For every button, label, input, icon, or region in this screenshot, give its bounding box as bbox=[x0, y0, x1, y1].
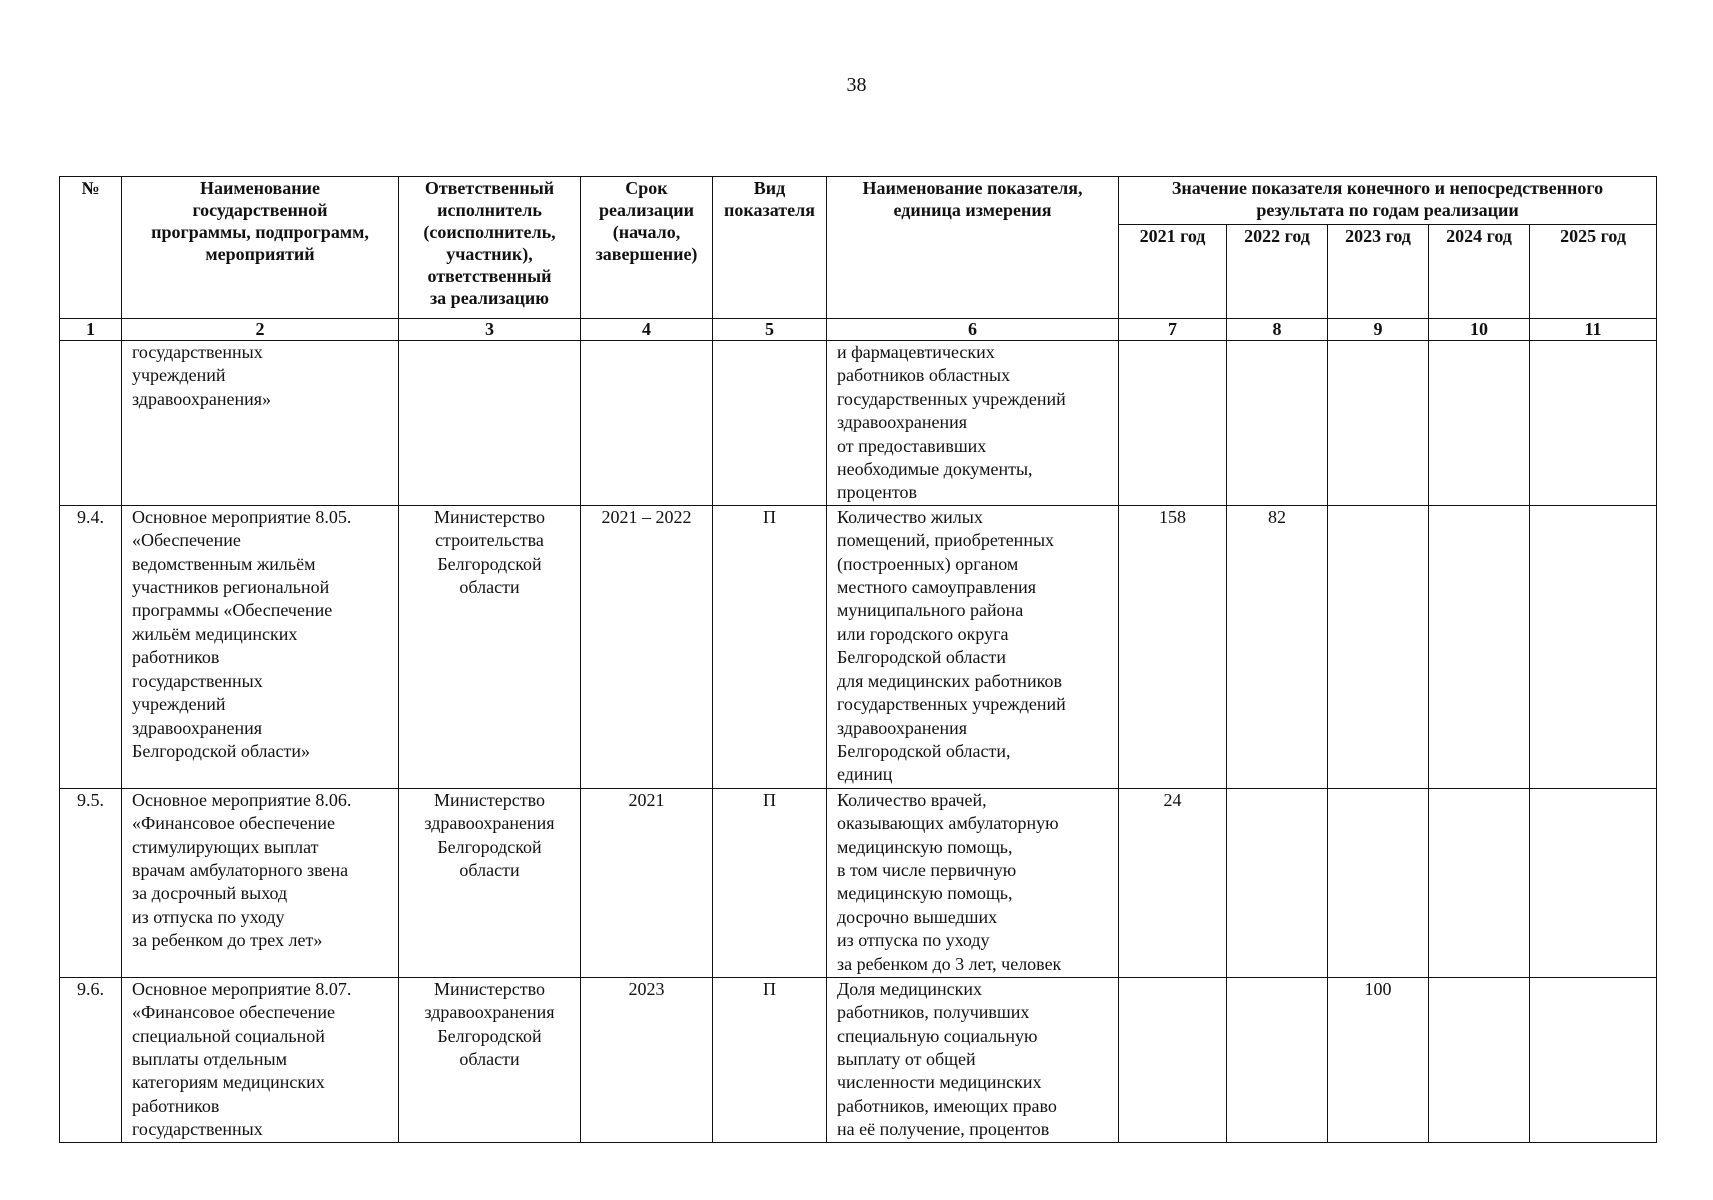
column-number: 4 bbox=[581, 319, 713, 341]
row-value-2022 bbox=[1227, 788, 1328, 977]
row-value-2023 bbox=[1328, 788, 1429, 977]
row-term: 2021 – 2022 bbox=[581, 505, 713, 788]
row-value-2025 bbox=[1530, 788, 1657, 977]
column-number: 3 bbox=[399, 319, 581, 341]
row-term bbox=[581, 341, 713, 506]
table-row bbox=[60, 788, 1657, 977]
row-type: П bbox=[713, 977, 827, 1142]
row-value-2022 bbox=[1227, 977, 1328, 1142]
header-year-2025: 2025 год bbox=[1530, 225, 1657, 319]
header-year-2021: 2021 год bbox=[1119, 225, 1227, 319]
row-name: Основное мероприятие 8.06. «Финансовое обеспечение стимулирующих выплат врачам амбулаторного звена за досрочный выход из отпуска по уходу за ребенком до трех лет» bbox=[122, 788, 399, 977]
row-executor: Министерство строительства Белгородской области bbox=[399, 505, 581, 788]
column-number: 8 bbox=[1227, 319, 1328, 341]
table-row bbox=[60, 341, 1657, 506]
column-number: 10 bbox=[1429, 319, 1530, 341]
row-value-2021: 24 bbox=[1119, 788, 1227, 977]
row-name: Основное мероприятие 8.05. «Обеспечение ведомственным жильём участников региональной программы «Обеспечение жильём медицинских работников государственных учреждений здравоохранения Белгородской области» bbox=[122, 505, 399, 788]
page-number: 38 bbox=[846, 74, 867, 96]
header-indicator: Наименование показателя, единица измерения bbox=[827, 177, 1119, 319]
column-number: 9 bbox=[1328, 319, 1429, 341]
column-number: 2 bbox=[122, 319, 399, 341]
header-year-2024: 2024 год bbox=[1429, 225, 1530, 319]
column-number: 1 bbox=[60, 319, 122, 341]
row-indicator: и фармацевтических работников областных государственных учреждений здравоохранения от предоставивших необходимые документы, процентов bbox=[827, 341, 1119, 506]
header-type: Вид показателя bbox=[713, 177, 827, 319]
header-values-group: Значение показателя конечного и непосредственного результата по годам реализации bbox=[1119, 177, 1657, 225]
row-value-2023: 100 bbox=[1328, 977, 1429, 1142]
row-value-2021: 158 bbox=[1119, 505, 1227, 788]
column-number: 11 bbox=[1530, 319, 1657, 341]
row-indicator: Количество жилых помещений, приобретенных (построенных) органом местного самоуправления муниципального района или городского округа Белгородской области для медицинских работников государственных учреждений здравоохранения Белгородской области, единиц bbox=[827, 505, 1119, 788]
header-year-2023: 2023 год bbox=[1328, 225, 1429, 319]
row-value-2023 bbox=[1328, 341, 1429, 506]
row-indicator: Доля медицинских работников, получивших специальную социальную выплату от общей численности медицинских работников, имеющих право на её получение, процентов bbox=[827, 977, 1119, 1142]
column-number: 6 bbox=[827, 319, 1119, 341]
row-value-2024 bbox=[1429, 788, 1530, 977]
indicators-table bbox=[59, 176, 1657, 1143]
header-executor: Ответственный исполнитель (соисполнитель, участник), ответственный за реализацию bbox=[399, 177, 581, 319]
row-name: Основное мероприятие 8.07. «Финансовое обеспечение специальной социальной выплаты отдельным категориям медицинских работников государственных bbox=[122, 977, 399, 1142]
row-type bbox=[713, 341, 827, 506]
row-value-2023 bbox=[1328, 505, 1429, 788]
header-year-2022: 2022 год bbox=[1227, 225, 1328, 319]
row-value-2022 bbox=[1227, 341, 1328, 506]
row-num: 9.5. bbox=[60, 788, 122, 977]
row-type: П bbox=[713, 505, 827, 788]
column-number: 7 bbox=[1119, 319, 1227, 341]
row-value-2024 bbox=[1429, 977, 1530, 1142]
row-value-2024 bbox=[1429, 341, 1530, 506]
header-num: № bbox=[60, 177, 122, 319]
row-executor bbox=[399, 341, 581, 506]
row-term: 2021 bbox=[581, 788, 713, 977]
header-row-1 bbox=[60, 177, 1657, 225]
table-row bbox=[60, 977, 1657, 1142]
row-term: 2023 bbox=[581, 977, 713, 1142]
row-name: государственных учреждений здравоохранения» bbox=[122, 341, 399, 506]
column-number: 5 bbox=[713, 319, 827, 341]
row-executor: Министерство здравоохранения Белгородской области bbox=[399, 788, 581, 977]
header-term: Срок реализации (начало, завершение) bbox=[581, 177, 713, 319]
row-value-2024 bbox=[1429, 505, 1530, 788]
row-value-2025 bbox=[1530, 505, 1657, 788]
row-value-2025 bbox=[1530, 341, 1657, 506]
row-num: 9.4. bbox=[60, 505, 122, 788]
table-row bbox=[60, 505, 1657, 788]
row-value-2025 bbox=[1530, 977, 1657, 1142]
column-number-row bbox=[60, 319, 1657, 341]
row-num: 9.6. bbox=[60, 977, 122, 1142]
row-value-2021 bbox=[1119, 977, 1227, 1142]
row-value-2021 bbox=[1119, 341, 1227, 506]
row-type: П bbox=[713, 788, 827, 977]
header-name: Наименование государственной программы, подпрограмм, мероприятий bbox=[122, 177, 399, 319]
row-value-2022: 82 bbox=[1227, 505, 1328, 788]
row-executor: Министерство здравоохранения Белгородской области bbox=[399, 977, 581, 1142]
row-indicator: Количество врачей, оказывающих амбулаторную медицинскую помощь, в том числе первичную медицинскую помощь, досрочно вышедших из отпуска по уходу за ребенком до 3 лет, человек bbox=[827, 788, 1119, 977]
row-num bbox=[60, 341, 122, 506]
